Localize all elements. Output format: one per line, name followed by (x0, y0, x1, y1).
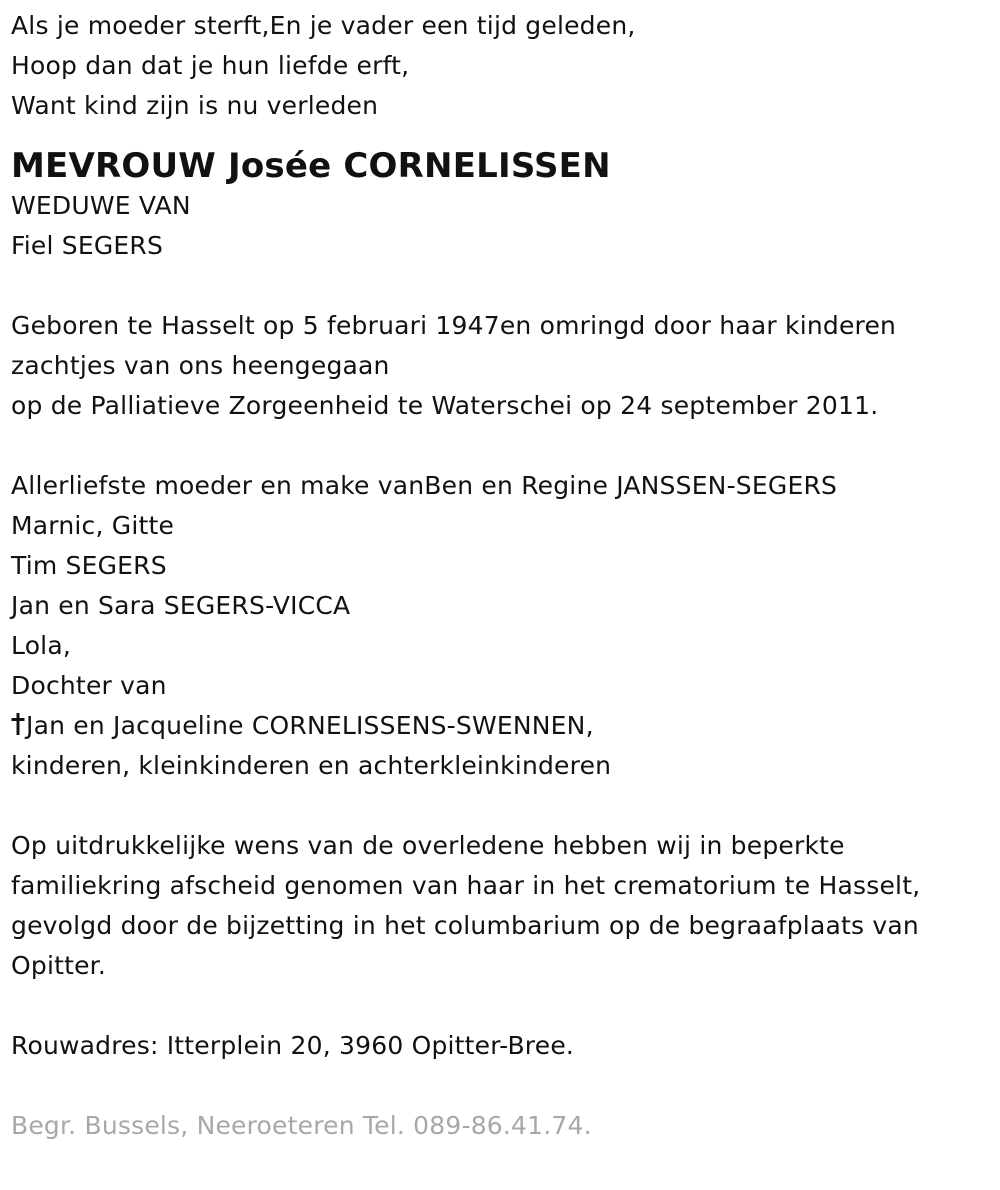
ceremony-info (11, 826, 991, 986)
spacer (11, 266, 991, 306)
family-line-6: Dochter van (11, 671, 167, 700)
family-line-5: Lola, (11, 631, 71, 660)
deceased-name: MEVROUW Josée CORNELISSEN (11, 146, 611, 186)
obituary-notice (11, 6, 991, 1146)
ceremony-line-3: gevolgd door de bijzetting in het columbarium op de begraafplaats van (11, 911, 919, 940)
birth-death-info (11, 306, 991, 426)
spacer (11, 426, 991, 466)
family-list (11, 466, 991, 786)
spacer (11, 986, 991, 1026)
family-line-7 (11, 706, 991, 746)
widow-label: WEDUWE VAN (11, 191, 191, 220)
family-line-2: Marnic, Gitte (11, 511, 175, 540)
ceremony-line-1: Op uitdrukkelijke wens van de overledene hebben wij in beperkte (11, 831, 845, 860)
parents-names: Jan en Jacqueline CORNELISSENS-SWENNEN, (26, 711, 594, 740)
mourning-address: Rouwadres: Itterplein 20, 3960 Opitter-Bree. (11, 1031, 575, 1060)
spouse-name: Fiel SEGERS (11, 231, 164, 260)
family-line-3: Tim SEGERS (11, 551, 167, 580)
family-line-1: Allerliefste moeder en make vanBen en Regine JANSSEN-SEGERS (11, 471, 838, 500)
family-line-4: Jan en Sara SEGERS-VICCA (11, 591, 351, 620)
poem (11, 6, 991, 126)
family-line-8: kinderen, kleinkinderen en achterkleinkinderen (11, 751, 612, 780)
latin-cross-icon (11, 712, 25, 736)
ceremony-line-4: Opitter. (11, 951, 107, 980)
spacer (11, 1066, 991, 1106)
ceremony-line-2: familiekring afscheid genomen van haar in het crematorium te Hasselt, (11, 871, 921, 900)
poem-line-3: Want kind zijn is nu verleden (11, 91, 379, 120)
funeral-home-info: Begr. Bussels, Neeroeteren Tel. 089-86.41.74. (11, 1111, 592, 1140)
poem-line-1: Als je moeder sterft,En je vader een tijd geleden, (11, 11, 636, 40)
birth-death-line-1: Geboren te Hasselt op 5 februari 1947en omringd door haar kinderen (11, 311, 897, 340)
poem-line-2: Hoop dan dat je hun liefde erft, (11, 51, 410, 80)
birth-death-line-2: zachtjes van ons heengegaan (11, 351, 390, 380)
birth-death-line-3: op de Palliatieve Zorgeenheid te Waterschei op 24 september 2011. (11, 391, 879, 420)
spacer (11, 786, 991, 826)
